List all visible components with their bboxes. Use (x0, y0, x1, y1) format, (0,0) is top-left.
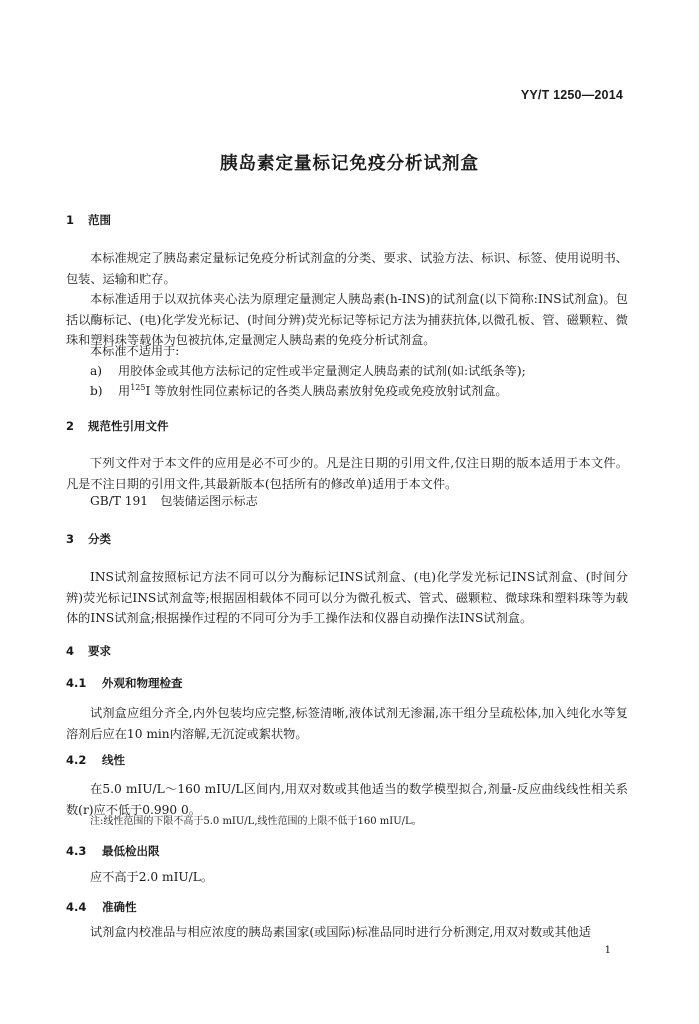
standard-code: YY/T 1250—2014 (520, 88, 623, 102)
paragraph: 本标准规定了胰岛素定量标记免疫分析试剂盒的分类、要求、试验方法、标识、标签、使用说明书、包装、运输和贮存。 (66, 251, 628, 286)
list-marker: a) (90, 364, 103, 378)
section-4-1-heading (66, 675, 183, 691)
paragraph: 下列文件对于本文件的应用是必不可少的。凡是注日期的引用文件,仅注日期的版本适用于本文件。凡是不注日期的引用文件,其最新版本(包括所有的修改单)适用于本文件。 (66, 456, 628, 491)
page-number: 1 (604, 945, 611, 956)
paragraph: 本标准适用于以双抗体夹心法为原理定量测定人胰岛素(h-INS)的试剂盒(以下简称:INS试剂盒)。包括以酶标记、(电)化学发光标记、(时间分辨)荧光标记等标记方法为捕获抗体,以微孔板、管、磁颗粒、微珠和塑料珠等载体为包被抗体,定量测定人胰岛素的免疫分析试剂盒。 (66, 292, 628, 347)
section-title: 准确性 (102, 900, 137, 914)
section-title: 范围 (88, 213, 111, 227)
section-title: 规范性引用文件 (88, 419, 169, 433)
section-number: 2 (66, 419, 75, 433)
list-marker: b) (90, 384, 103, 399)
section-4-heading (66, 643, 111, 659)
section-number: 4.2 (66, 753, 87, 767)
section-3-heading (66, 531, 111, 547)
paragraph: 在5.0 mIU/L～160 mIU/L区间内,用双对数或其他适当的数学模型拟合,剂量-反应曲线线性相关系数(r)应不低于0.990 0。 (66, 782, 628, 817)
list-text: I 等放射性同位素标记的各类人胰岛素放射免疫或免疫放射试剂盒。 (145, 384, 508, 399)
document-title: 胰岛素定量标记免疫分析试剂盒 (220, 154, 479, 174)
section-number: 3 (66, 532, 75, 546)
section-title: 分类 (88, 532, 111, 546)
section-4-4-heading (66, 899, 137, 915)
section-title: 外观和物理检查 (102, 676, 183, 690)
paragraph: 试剂盒应组分齐全,内外包装均应完整,标签清晰,液体试剂无渗漏,冻干组分呈疏松体,加入纯化水等复溶剂后应在10 min内溶解,无沉淀或絮状物。 (66, 706, 628, 741)
reference-item: GB/T 191 包装储运图示标志 (90, 494, 258, 508)
note: 注:线性范围的下限不高于5.0 mIU/L,线性范围的上限不低于160 mIU/L。 (90, 816, 422, 827)
section-number: 4.3 (66, 844, 87, 858)
section-4-3-heading (66, 843, 160, 859)
section-title: 线性 (102, 753, 125, 767)
list-text: 用胶体金或其他方法标记的定性或半定量测定人胰岛素的试剂(如:试纸条等); (118, 364, 526, 378)
list-text-prefix: 用 (118, 384, 131, 399)
section-4-2-heading (66, 752, 125, 768)
section-number: 4 (66, 644, 75, 658)
section-number: 4.4 (66, 900, 87, 914)
paragraph: 试剂盒内校准品与相应浓度的胰岛素国家(或国际)标准品同时进行分析测定,用双对数或其他适 (90, 925, 591, 939)
paragraph: INS试剂盒按照标记方法不同可以分为酶标记INS试剂盒、(电)化学发光标记INS试剂盒、(时间分辨)荧光标记INS试剂盒等;根据固相载体不同可以分为微孔板式、管式、磁颗粒、微球珠和塑料珠等为载体的INS试剂盒;根据操作过程的不同可分为手工操作法和仪器自动操作法INS试剂盒。 (66, 570, 628, 625)
list-item (90, 378, 630, 402)
section-title: 最低检出限 (102, 844, 160, 858)
section-title: 要求 (88, 644, 111, 658)
paragraph: 本标准不适用于: (90, 344, 180, 358)
isotope-superscript: 125 (130, 383, 146, 392)
section-number: 4.1 (66, 676, 87, 690)
paragraph: 应不高于2.0 mIU/L。 (90, 870, 214, 884)
section-number: 1 (66, 213, 75, 227)
section-2-heading (66, 418, 169, 434)
section-1-heading (66, 212, 111, 228)
